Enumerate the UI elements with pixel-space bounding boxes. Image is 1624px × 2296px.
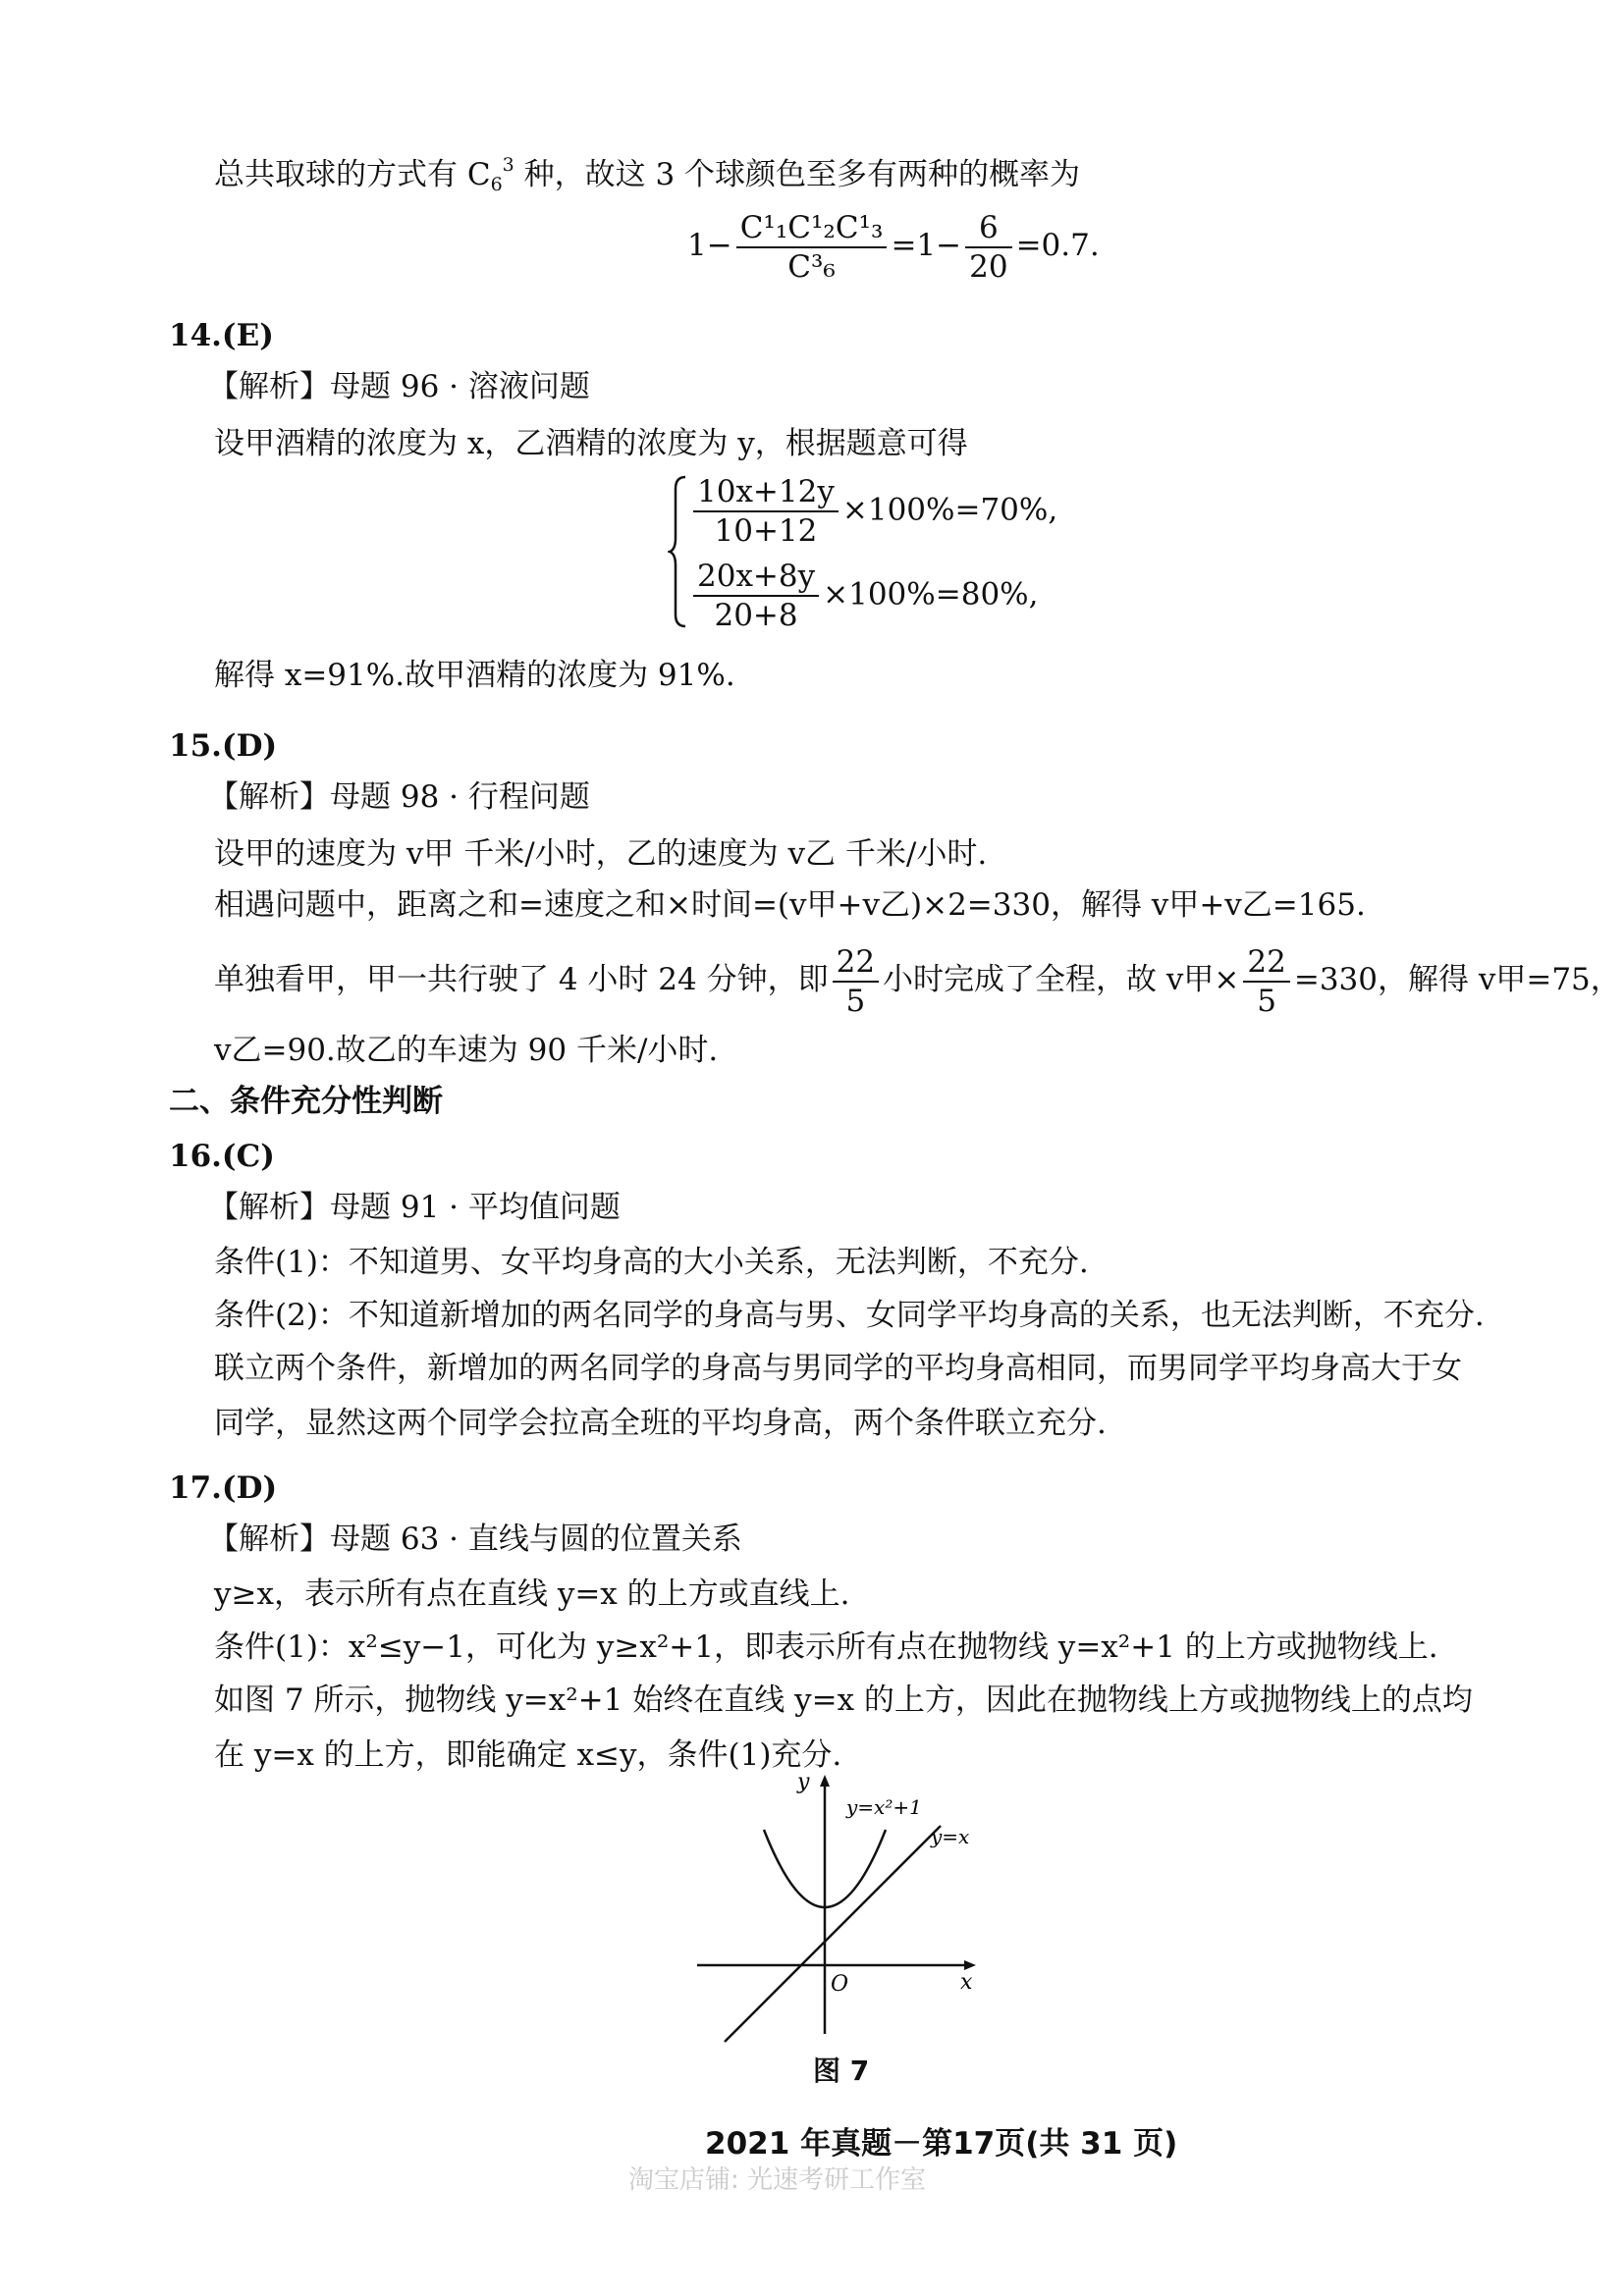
q15-line-2: 相遇问题中，距离之和=速度之和×时间=(v甲+v乙)×2=330，解得 v甲+v乙=165. [214, 887, 1366, 923]
eq-one: 1− [687, 228, 732, 263]
q16-line-3: 联立两个条件，新增加的两名同学的身高与男同学的平均身高相同，而男同学平均身高大于女 [214, 1351, 1462, 1386]
q13-text-rest: 种，故这 3 个球颜色至多有两种的概率为 [514, 157, 1081, 192]
q14-line-2: 解得 x=91%.故甲酒精的浓度为 91%. [214, 658, 735, 693]
q15-l3-b: 小时完成了全程，故 v甲× [883, 962, 1240, 997]
x-axis-arrow-icon [964, 1960, 976, 1970]
q15-line-4: v乙=90.故乙的车速为 90 千米/小时. [214, 1033, 719, 1068]
q15-number: 15.(D) [169, 728, 278, 764]
q16-line-1: 条件(1)：不知道男、女平均身高的大小关系，无法判断，不充分. [214, 1245, 1089, 1280]
q17-line-2: 条件(1)：x²≤y−1，可化为 y≥x²+1，即表示所有点在抛物线 y=x²+1 的上方或抛物线上. [214, 1629, 1438, 1665]
q13-text: 总共取球的方式有 C [214, 157, 491, 192]
line-y-eq-x [725, 1826, 941, 2042]
q15-frac-a-num: 22 [833, 943, 879, 983]
q14-eq1-frac [693, 473, 839, 550]
brace-icon [668, 473, 689, 630]
q15-l3-c: =330，解得 v甲=75， [1293, 962, 1621, 997]
q17-line-3: 如图 7 所示，抛物线 y=x²+1 始终在直线 y=x 的上方，因此在抛物线上方或抛物线上的点均 [214, 1682, 1473, 1718]
q15-line-3 [214, 940, 1621, 1020]
q16-line-4: 同学，显然这两个同学会拉高全班的平均身高，两个条件联立充分. [214, 1406, 1107, 1441]
q14-eq1-num: 10x+12y [693, 473, 839, 512]
comb-sup: 3 [502, 154, 514, 176]
q17-tag: 【解析】母题 63 · 直线与圆的位置关系 [208, 1522, 742, 1557]
eq-frac-comb [736, 209, 888, 286]
page-footer: 2021 年真题－第17页(共 31 页) [705, 2126, 1178, 2162]
q14-eq2-den: 20+8 [714, 598, 798, 633]
parabola-label: y=x²+1 [846, 1795, 922, 1819]
q14-number: 14.(E) [169, 318, 274, 353]
q14-line-1: 设甲酒精的浓度为 x，乙酒精的浓度为 y，根据题意可得 [214, 426, 968, 461]
eq-frac2-den: 20 [969, 248, 1008, 285]
q14-eq2-num: 20x+8y [693, 558, 819, 597]
q16-line-2: 条件(2)：不知道新增加的两名同学的身高与男、女同学平均身高的关系，也无法判断，不充分. [214, 1298, 1485, 1333]
figure-7-graph [687, 1769, 982, 2044]
q17-number: 17.(D) [169, 1470, 278, 1506]
q16-number: 16.(C) [169, 1139, 275, 1174]
eq-frac-num2 [965, 209, 1011, 286]
q15-frac-b-num: 22 [1243, 943, 1289, 983]
q14-eq2-rest: ×100%=80%, [823, 576, 1039, 613]
q14-eq-1 [689, 473, 1057, 550]
eq-mid: =1− [891, 228, 962, 263]
q14-eq1-den: 10+12 [714, 513, 818, 549]
q15-l3-a: 单独看甲，甲一共行驶了 4 小时 24 分钟，即 [214, 962, 829, 997]
q17-line-1: y≥x，表示所有点在直线 y=x 的上方或直线上. [214, 1576, 850, 1612]
eq-frac2-num: 6 [965, 209, 1011, 248]
q14-eq1-rest: ×100%=70%, [841, 492, 1058, 528]
q15-frac-b-den: 5 [1257, 983, 1276, 1019]
y-axis-arrow-icon [820, 1775, 830, 1787]
eq-frac-den: C³₆ [787, 248, 836, 285]
q13-equation [687, 206, 1100, 286]
section-heading: 二、条件充分性判断 [169, 1084, 443, 1119]
figure-caption: 图 7 [813, 2055, 870, 2087]
q15-tag: 【解析】母题 98 · 行程问题 [208, 779, 590, 815]
line-label: y=x [931, 1825, 970, 1848]
q15-frac-b [1243, 943, 1289, 1020]
q15-frac-a-den: 5 [845, 983, 866, 1019]
q14-eq-2 [689, 558, 1038, 634]
q14-tag: 【解析】母题 96 · 溶液问题 [208, 369, 590, 404]
watermark: 淘宝店铺: 光速考研工作室 [628, 2165, 927, 2195]
eq-end: =0.7. [1015, 228, 1100, 263]
q17-line-4: 在 y=x 的上方，即能确定 x≤y，条件(1)充分. [214, 1737, 842, 1773]
q15-line-1: 设甲的速度为 v甲 千米/小时，乙的速度为 v乙 千米/小时. [214, 836, 988, 872]
x-axis-label: x [960, 1970, 973, 1995]
origin-label: O [831, 1972, 849, 1997]
q16-tag: 【解析】母题 91 · 平均值问题 [208, 1190, 621, 1225]
q14-eq2-frac [693, 558, 819, 634]
q13-text-line [214, 143, 1080, 206]
q15-frac-a [833, 943, 879, 1020]
eq-frac-num: C¹₁C¹₂C¹₃ [736, 209, 888, 248]
comb-sub: 6 [490, 174, 503, 195]
y-axis-label: y [797, 1770, 810, 1794]
